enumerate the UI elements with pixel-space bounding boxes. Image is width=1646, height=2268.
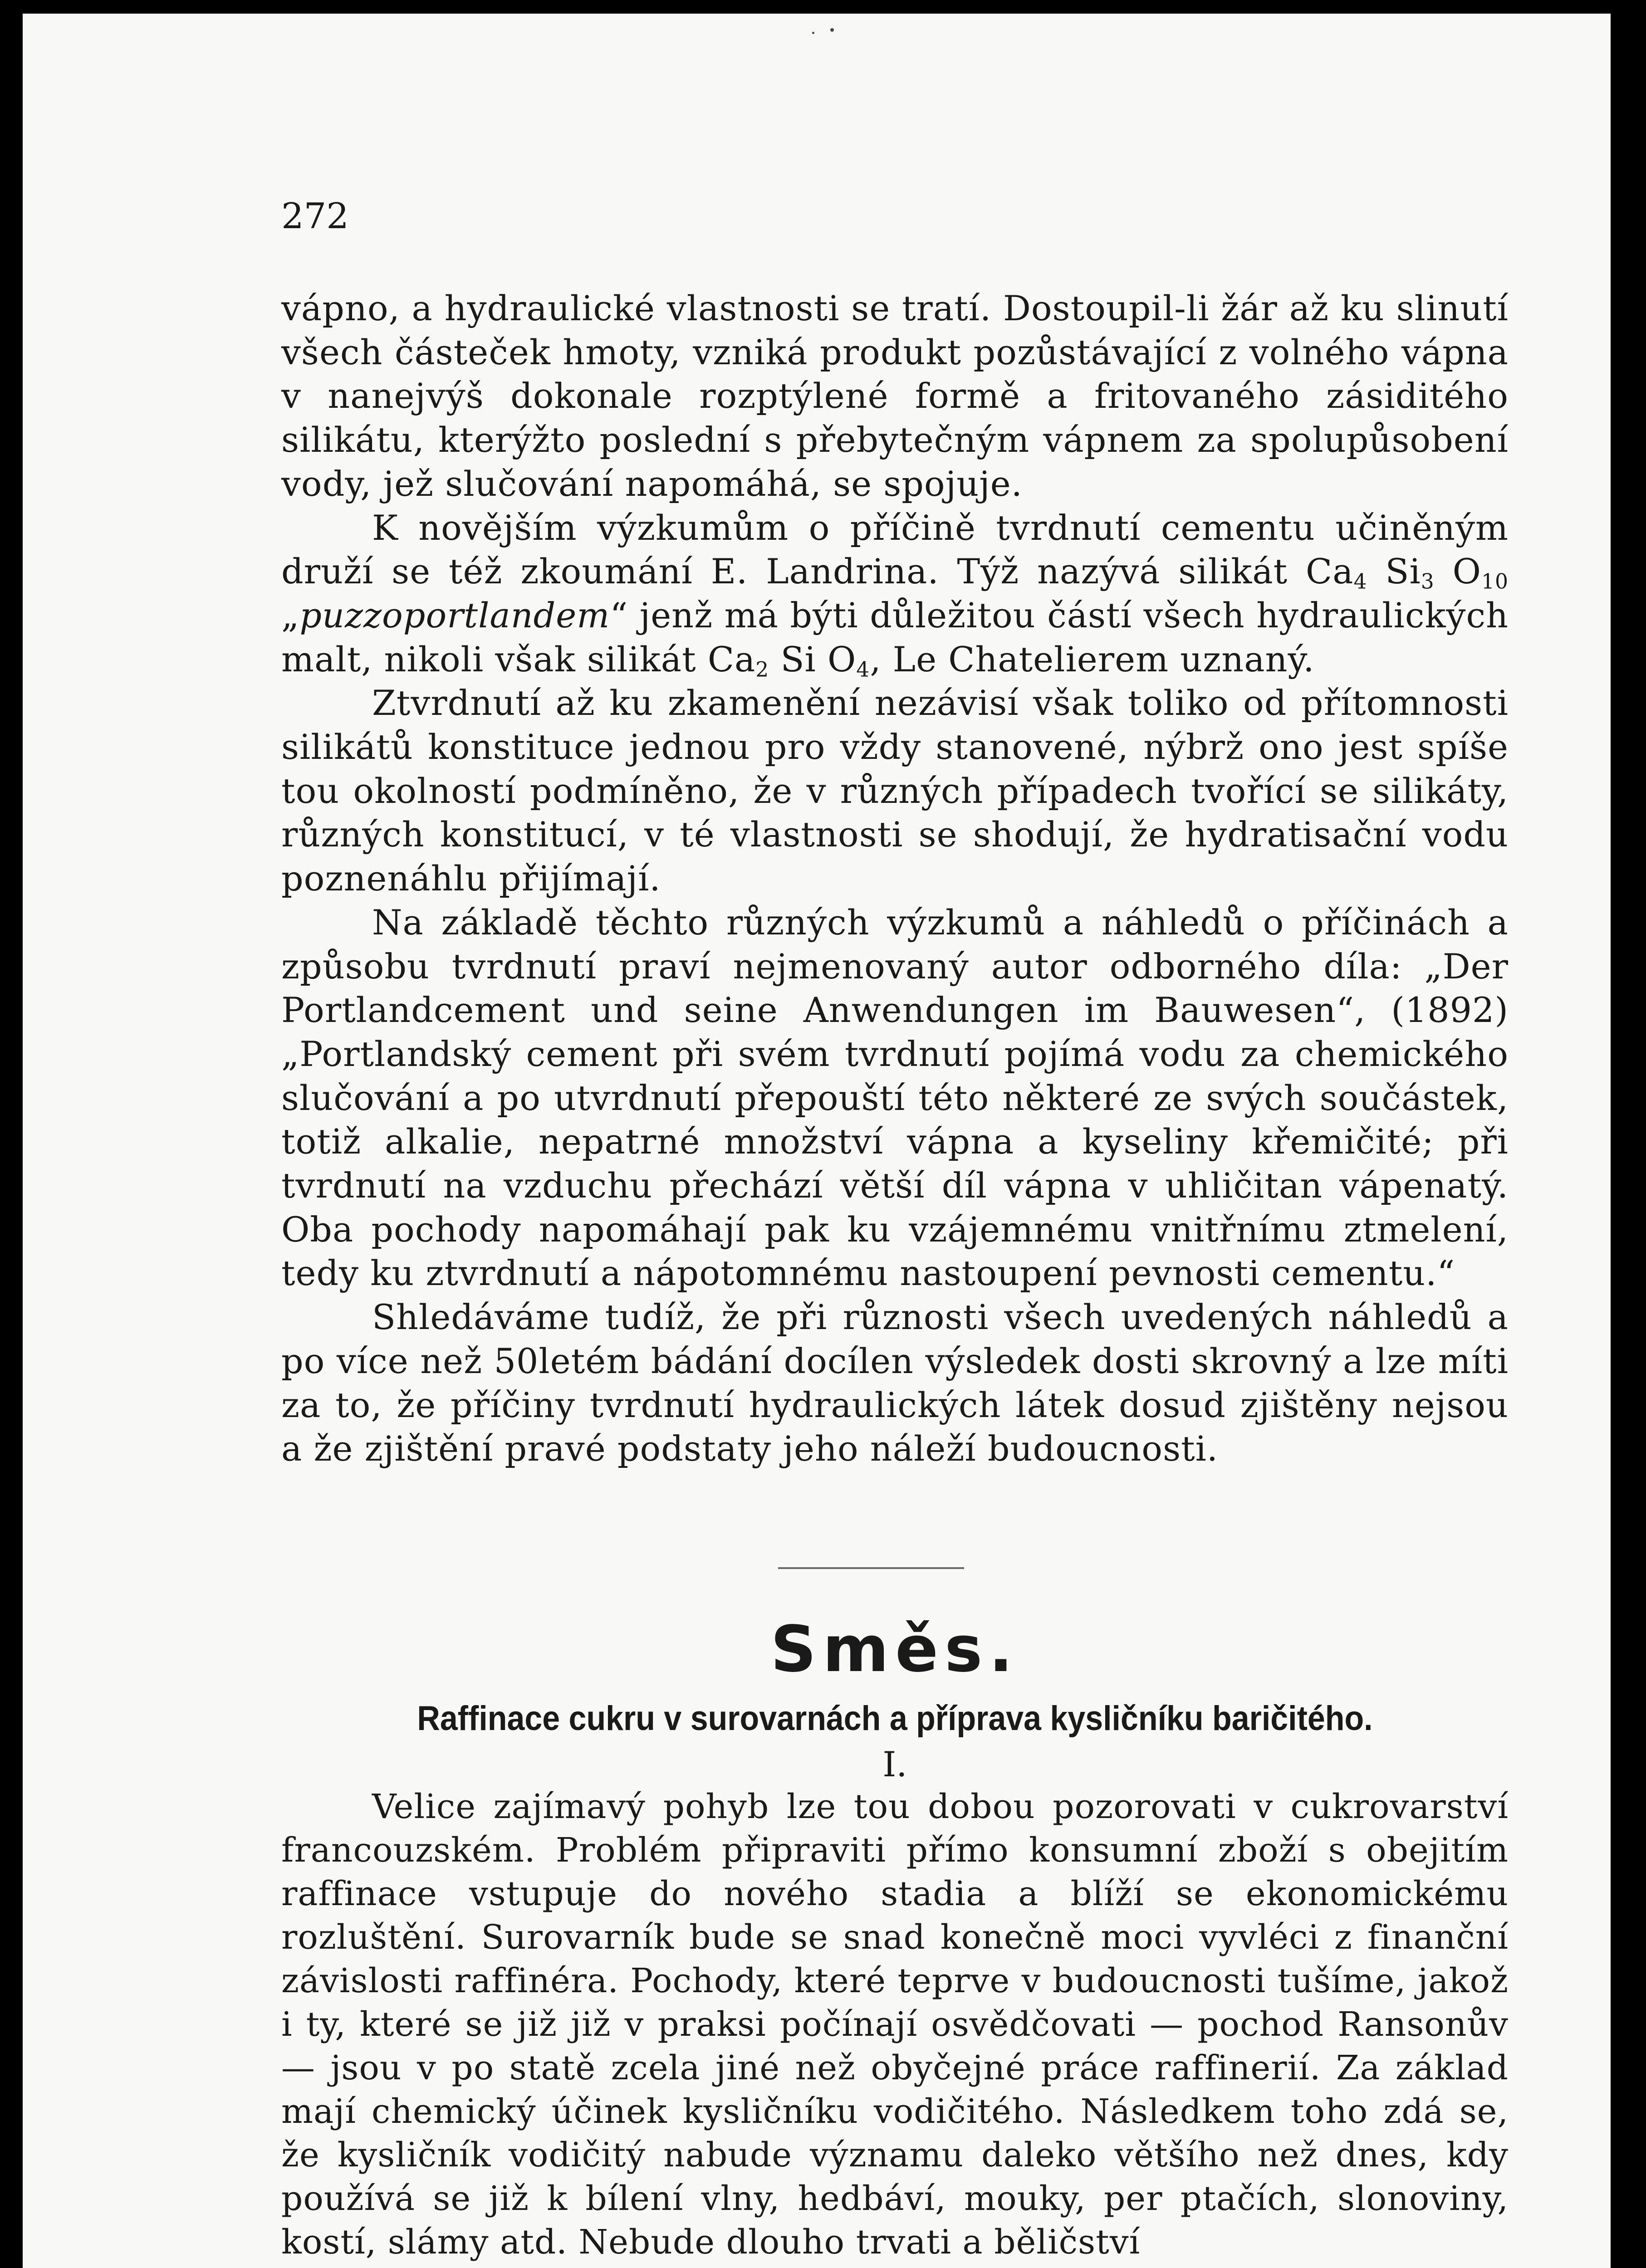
formula-si: Si bbox=[1367, 551, 1421, 592]
paragraph-1: vápno, a hydraulické vlastnosti se tratí. Dostoupil-li žár až ku slinutí všech částeček hmoty, vzniká produkt pozůstávající z volného vápna v nanejvýš dokonale rozptýlené formě a fritovaného zásiditého silikátu, kterýžto poslední s přebytečným vápnem za spolupůsobení vody, jež slučování napomáhá, se spojuje. bbox=[281, 288, 1509, 504]
quote-open: „ bbox=[281, 595, 300, 635]
formula-sub-5: 4 bbox=[856, 657, 870, 682]
paragraph-sugar: Velice zajímavý pohyb lze tou dobou pozorovati v cukrovarství francouzském. Problém připraviti přímo konsumní zboží s obejitím raffinace vstupuje do nového stadia a blíží se ekonomickému rozluštění. Surovarník bude se snad konečně moci vyvléci z finanční závislosti raffinéra. Pochody, které teprve v budoucnosti tušíme, jakož i ty, které se již již v praksi počínají osvědčovati — pochod Ransonův — jsou v po statě zcela jiné než obyčejné práce raffinerií. Za základ mají chemický účinek kysličníku vodičitého. Následkem toho zdá se, že kysličník vodičitý nabude významu daleko většího než dnes, kdy používá se již k bílení vlny, hedbáví, mouky, per ptačích, slonoviny, kostí, slámy atd. Nebude dlouho trvati a běličství bbox=[281, 1787, 1509, 2262]
formula-si-o: Si O bbox=[769, 639, 857, 679]
landrin-text-2: “ jenž má býti důležitou částí všech hydraulických malt, nikoli však silikát Ca bbox=[281, 595, 1509, 679]
formula-sub-3: 10 bbox=[1481, 569, 1509, 594]
paragraph-3: Ztvrdnutí až ku zkamenění nezávisí však toliko od přítomnosti silikátů konstituce jednou pro vždy stanovené, nýbrž ono jest spíše tou okolností podmíněno, že v různých případech tvořící se silikáty, různých konstitucí, v té vlastnosti se shodují, že hydratisační vodu poznenáhlu přijímají. bbox=[281, 683, 1509, 899]
paragraph-landrin bbox=[281, 506, 1509, 682]
paragraph-5: Shledáváme tudíž, že při různosti všech uvedených náhledů a po více než 50letém bádání docílen výsledek dosti skrovný a lze míti za to, že příčiny tvrdnutí hydraulických látek dosud zjištěny nejsou a že zjištění pravé podstaty jeho náleží budoucnosti. bbox=[281, 1297, 1509, 1469]
italic-term: puzzoportlandem bbox=[299, 595, 610, 635]
landrin-text-1: K novějším výzkumům o příčině tvrdnutí cementu učiněným druží se též zkoumání E. Landrina. Týž nazývá silikát Ca bbox=[281, 507, 1509, 592]
scan-speck bbox=[812, 32, 814, 34]
landrin-text-3: , Le Chatelierem uznaný. bbox=[870, 639, 1315, 679]
section-sugar-text bbox=[281, 1785, 1509, 2264]
formula-o: O bbox=[1434, 551, 1481, 592]
part-number: I. bbox=[882, 1744, 907, 1784]
page-number: 272 bbox=[281, 196, 349, 237]
formula-sub-4: 2 bbox=[755, 657, 769, 682]
formula-sub-2: 3 bbox=[1421, 569, 1435, 594]
paragraph-4: Na základě těchto různých výzkumů a náhledů o příčinách a způsobu tvrdnutí praví nejmenovaný autor odborného díla: „Der Portlandcement und seine Anwendungen im Bauwesen“, (1892) „Portlandský cement při svém tvrdnutí pojímá vodu za chemického slučování a po utvrdnutí přepouští této některé ze svých součástek, totiž alkalie, nepatrné množství vápna a kyseliny křemičité; při tvrdnutí na vzduchu přechází větší díl vápna v uhličitan vápenatý. Oba pochody napomáhají pak ku vzájemnému vnitřnímu ztmelení, tedy ku ztvrdnutí a nápotomnému nastoupení pevnosti cementu.“ bbox=[281, 902, 1509, 1294]
section-title: Směs. bbox=[770, 1613, 1019, 1686]
section-cement-text bbox=[281, 287, 1509, 1471]
section-subtitle: Raffinace cukru v surovarnách a příprava kysličníku baričitého. bbox=[417, 1699, 1373, 1738]
section-separator bbox=[778, 1567, 964, 1569]
scan-speck bbox=[830, 28, 834, 32]
formula-sub-1: 4 bbox=[1353, 569, 1367, 594]
